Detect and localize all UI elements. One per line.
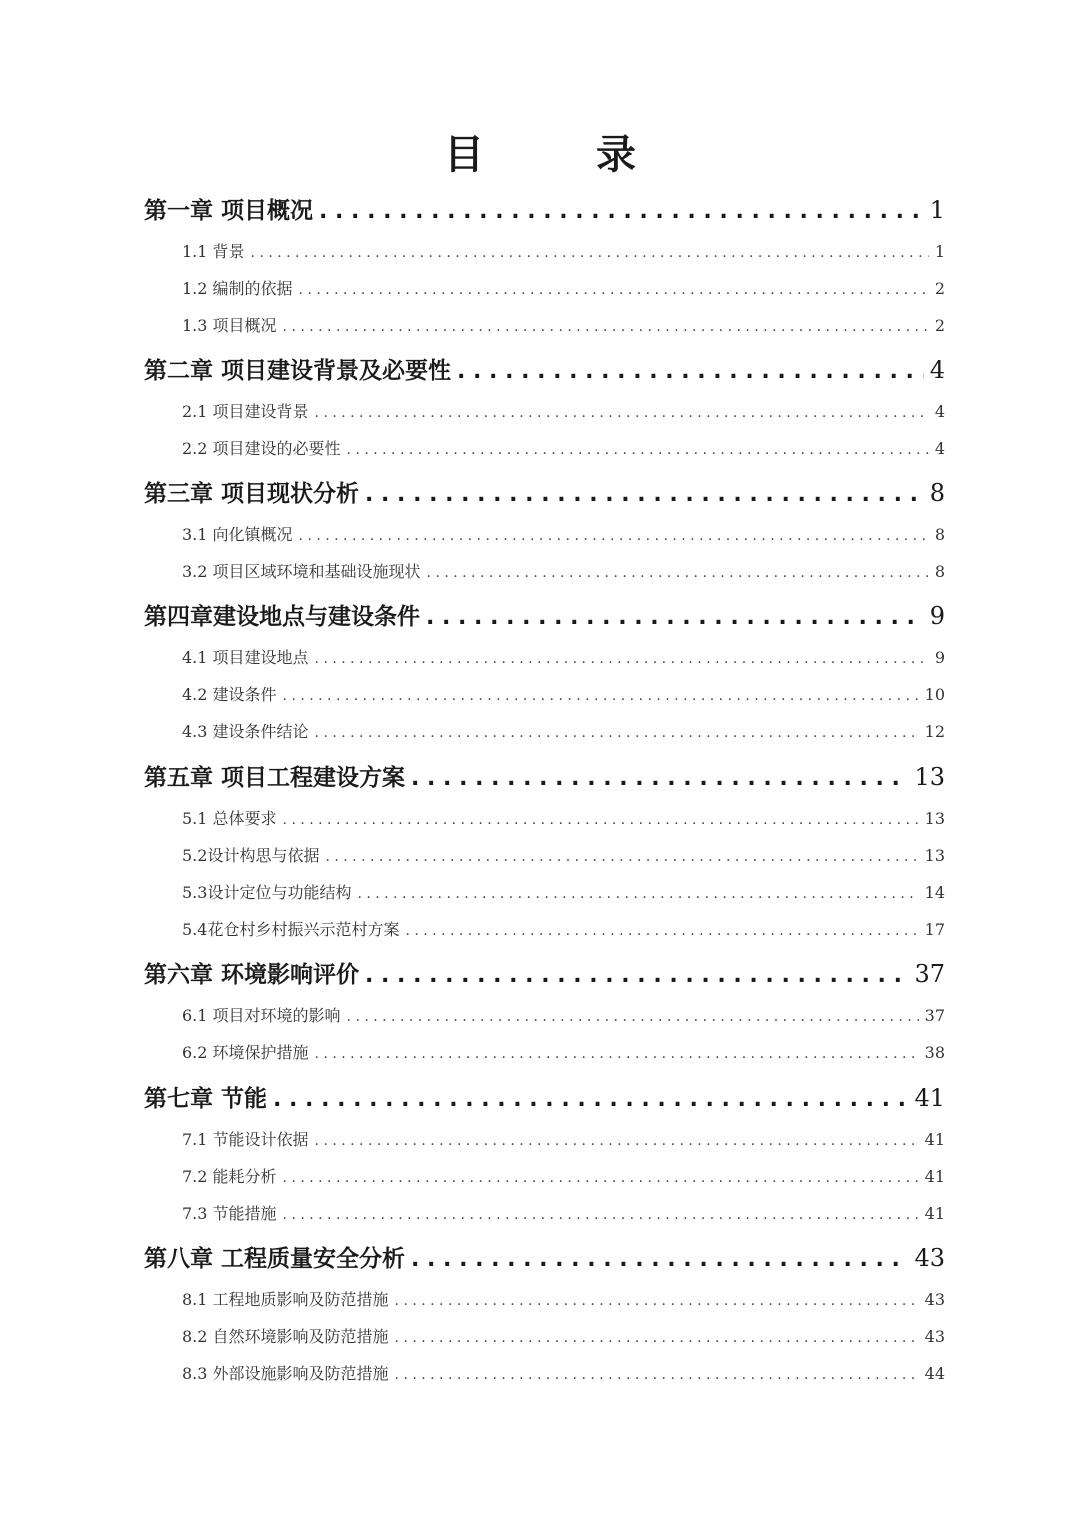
dot-leader — [315, 718, 919, 748]
toc-chapter-entry[interactable] — [144, 1078, 945, 1118]
toc-section-entry[interactable] — [182, 520, 945, 550]
toc-page-number: 12 — [924, 722, 945, 741]
toc-page-number: 10 — [924, 685, 945, 704]
toc-page-number: 9 — [934, 648, 945, 667]
page-title: 目 录 — [444, 132, 672, 178]
dot-leader — [315, 1126, 919, 1156]
dot-leader — [395, 1360, 919, 1390]
toc-page-number: 1 — [934, 242, 945, 261]
toc-entry-label: 5.2设计构思与依据 — [182, 846, 320, 865]
dot-leader — [405, 916, 918, 946]
toc-chapter-entry[interactable] — [144, 473, 945, 513]
dot-leader — [365, 475, 924, 515]
toc-page-number: 44 — [924, 1364, 945, 1383]
toc-page-number: 14 — [924, 883, 945, 902]
toc-entry-label: 7.1 节能设计依据 — [182, 1130, 309, 1149]
toc-entry-label: 6.1 项目对环境的影响 — [182, 1006, 341, 1025]
dot-leader — [283, 1200, 919, 1230]
toc-section-entry[interactable] — [182, 1001, 945, 1031]
toc-section-entry[interactable] — [182, 434, 945, 464]
toc-section-entry[interactable] — [182, 841, 945, 871]
toc-section-entry[interactable] — [182, 1322, 945, 1352]
dot-leader — [299, 521, 929, 551]
toc-section-entry[interactable] — [182, 643, 945, 673]
toc-entry-label: 3.1 向化镇概况 — [182, 525, 293, 544]
toc-page-number: 4 — [934, 439, 945, 458]
toc-section-entry[interactable] — [182, 557, 945, 587]
toc-entry-label: 第七章 节能 — [144, 1086, 268, 1112]
toc-page-number: 17 — [924, 920, 945, 939]
toc-page-number: 41 — [924, 1167, 945, 1186]
toc-page-number: 41 — [924, 1204, 945, 1223]
dot-leader — [319, 192, 924, 232]
dot-leader — [395, 1323, 919, 1353]
toc-page-number: 38 — [924, 1043, 945, 1062]
toc-section-entry[interactable] — [182, 274, 945, 304]
dot-leader — [427, 558, 929, 588]
toc-page-number: 4 — [929, 356, 945, 384]
dot-leader — [315, 398, 929, 428]
dot-leader — [315, 644, 929, 674]
toc-entry-label: 2.1 项目建设背景 — [182, 402, 309, 421]
toc-entry-label: 5.4花仓村乡村振兴示范村方案 — [182, 920, 400, 939]
toc-section-entry[interactable] — [182, 1285, 945, 1315]
toc-page-number: 8 — [934, 562, 945, 581]
toc-entry-label: 6.2 环境保护措施 — [182, 1043, 309, 1062]
toc-chapter-entry[interactable] — [144, 1238, 945, 1278]
toc-entry-label: 第八章 工程质量安全分析 — [144, 1246, 406, 1272]
toc-page-number: 13 — [924, 846, 945, 865]
toc-entry-label: 1.3 项目概况 — [182, 316, 277, 335]
toc-entry-label: 8.1 工程地质影响及防范措施 — [182, 1290, 389, 1309]
dot-leader — [325, 842, 918, 872]
toc-page-number: 43 — [924, 1327, 945, 1346]
toc-page-number: 4 — [934, 402, 945, 421]
toc-page-number: 13 — [924, 809, 945, 828]
toc-section-entry[interactable] — [182, 878, 945, 908]
dot-leader — [426, 598, 924, 638]
toc-entry-label: 8.3 外部设施影响及防范措施 — [182, 1364, 389, 1383]
toc-entry-label: 4.1 项目建设地点 — [182, 648, 309, 667]
dot-leader — [365, 956, 908, 996]
toc-page-number: 2 — [934, 316, 945, 335]
dot-leader — [299, 275, 929, 305]
toc-section-entry[interactable] — [182, 1125, 945, 1155]
toc-entry-label: 7.3 节能措施 — [182, 1204, 277, 1223]
toc-section-entry[interactable] — [182, 717, 945, 747]
toc-entry-label: 5.1 总体要求 — [182, 809, 277, 828]
toc-chapter-entry[interactable] — [144, 596, 945, 636]
toc-entry-label: 第六章 环境影响评价 — [144, 962, 360, 988]
toc-page-number: 43 — [924, 1290, 945, 1309]
toc-section-entry[interactable] — [182, 311, 945, 341]
toc-entry-label: 第四章建设地点与建设条件 — [144, 604, 420, 630]
toc-section-entry[interactable] — [182, 397, 945, 427]
dot-leader — [457, 352, 924, 392]
toc-page-number: 37 — [924, 1006, 945, 1025]
dot-leader — [283, 681, 919, 711]
dot-leader — [315, 1039, 919, 1069]
toc-entry-label: 3.2 项目区域环境和基础设施现状 — [182, 562, 421, 581]
toc-page-number: 13 — [914, 763, 945, 791]
dot-leader — [411, 759, 908, 799]
dot-leader — [283, 805, 919, 835]
dot-leader — [347, 435, 929, 465]
toc-section-entry[interactable] — [182, 1199, 945, 1229]
toc-page-number: 2 — [934, 279, 945, 298]
toc-page-number: 1 — [929, 196, 945, 224]
toc-entry-label: 7.2 能耗分析 — [182, 1167, 277, 1186]
toc-entry-label: 2.2 项目建设的必要性 — [182, 439, 341, 458]
toc-chapter-entry[interactable] — [144, 757, 945, 797]
dot-leader — [273, 1080, 908, 1120]
toc-chapter-entry[interactable] — [144, 190, 945, 230]
toc-chapter-entry[interactable] — [144, 954, 945, 994]
toc-entry-label: 第二章 项目建设背景及必要性 — [144, 358, 452, 384]
dot-leader — [357, 879, 918, 909]
toc-page-number: 37 — [914, 960, 945, 988]
toc-section-entry[interactable] — [182, 915, 945, 945]
toc-section-entry[interactable] — [182, 1359, 945, 1389]
toc-page-number: 41 — [914, 1084, 945, 1112]
toc-page-number: 43 — [914, 1244, 945, 1272]
toc-page-number: 8 — [929, 479, 945, 507]
toc-page-number: 8 — [934, 525, 945, 544]
toc-entry-label: 1.1 背景 — [182, 242, 245, 261]
toc-entry-label: 8.2 自然环境影响及防范措施 — [182, 1327, 389, 1346]
toc-chapter-entry[interactable] — [144, 350, 945, 390]
dot-leader — [283, 1163, 919, 1193]
toc-entry-label: 第一章 项目概况 — [144, 198, 314, 224]
toc-page-number: 41 — [924, 1130, 945, 1149]
toc-section-entry[interactable] — [182, 680, 945, 710]
toc-entry-label: 4.2 建设条件 — [182, 685, 277, 704]
toc-entry-label: 1.2 编制的依据 — [182, 279, 293, 298]
dot-leader — [411, 1240, 908, 1280]
toc-section-entry[interactable] — [182, 237, 945, 267]
toc-entry-label: 第三章 项目现状分析 — [144, 481, 360, 507]
dot-leader — [283, 312, 929, 342]
toc-entry-label: 第五章 项目工程建设方案 — [144, 765, 406, 791]
dot-leader — [347, 1002, 919, 1032]
toc-section-entry[interactable] — [182, 804, 945, 834]
toc-page-number: 9 — [929, 602, 945, 630]
dot-leader — [395, 1286, 919, 1316]
toc-entry-label: 5.3设计定位与功能结构 — [182, 883, 352, 902]
dot-leader — [251, 238, 929, 268]
toc-entry-label: 4.3 建设条件结论 — [182, 722, 309, 741]
toc-section-entry[interactable] — [182, 1162, 945, 1192]
toc-section-entry[interactable] — [182, 1038, 945, 1068]
